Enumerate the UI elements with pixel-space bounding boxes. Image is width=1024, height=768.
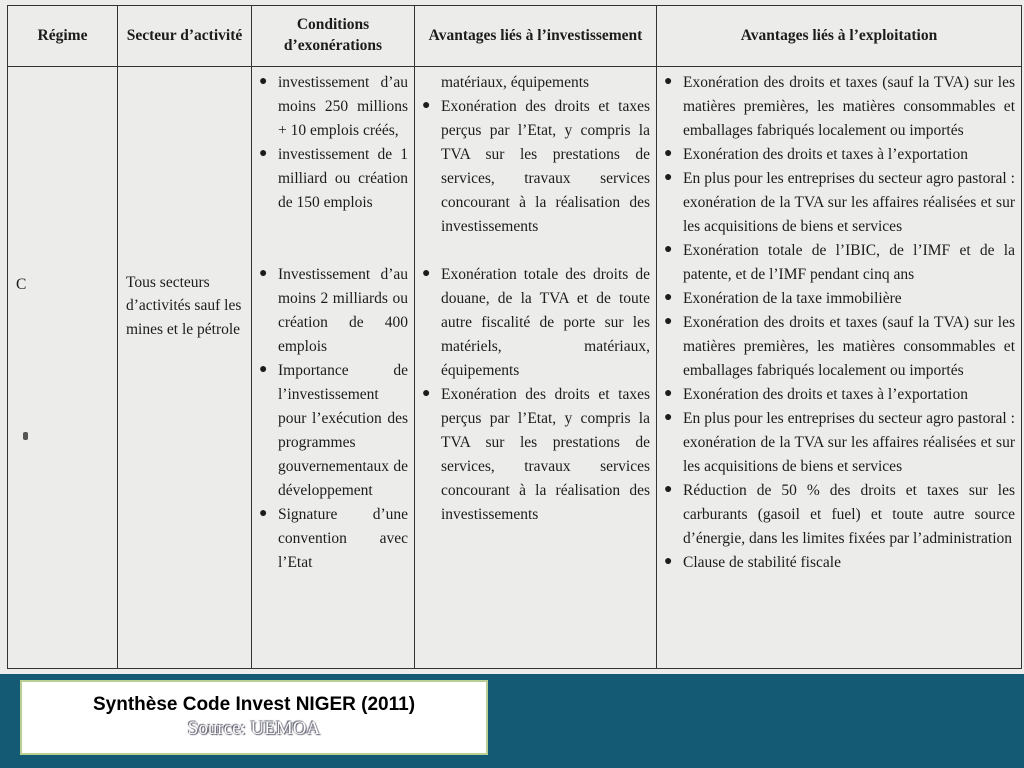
secteur-cell	[118, 67, 252, 669]
exploitation-cell	[657, 67, 1022, 669]
scan-speck	[23, 432, 28, 440]
header-conditions-line1: Conditions	[296, 16, 370, 34]
list-item: ● Réduction de 50 % des droits et taxes sur les carburants (gasoil et fuel) et toute autre source d’énergie, dans les limites fixées par l’administration	[664, 482, 1015, 548]
caption-source: Source: UEMOA	[187, 718, 321, 739]
list-item: ● En plus pour les entreprises du secteur agro pastoral : exonération de la TVA sur les affaires réalisées et sur les acquisitions de biens et services	[664, 410, 1015, 476]
investissement-cell	[415, 67, 657, 669]
list-item: ● Exonération des droits et taxes à l’exportation	[664, 386, 968, 404]
investissement-top-list	[415, 95, 656, 239]
list-item: ● En plus pour les entreprises du secteur agro pastoral : exonération de la TVA sur les affaires réalisées et sur les acquisitions de biens et services	[664, 170, 1015, 236]
list-item: ● Clause de stabilité fiscale	[664, 554, 841, 572]
list-item: ● investissement d’au moins 250 millions + 10 emplois créés,	[259, 74, 408, 140]
investissement-continuation: matériaux, équipements	[441, 74, 590, 91]
header-conditions	[252, 6, 415, 67]
header-secteur: Secteur d’activité	[118, 6, 252, 67]
investissement-bottom-list	[415, 263, 656, 527]
secteur-value: Tous secteurs d’activités sauf les mines et le pétrole	[126, 274, 242, 338]
list-item: ● Importance de l’investissement pour l’exécution des programmes gouvernementaux de développement	[259, 362, 408, 500]
regime-value: C	[16, 276, 27, 293]
table-row	[8, 67, 1022, 669]
list-item: ● Exonération des droits et taxes (sauf la TVA) sur les matières premières, les matières consommables et emballages fabriqués localement ou importés	[664, 74, 1015, 140]
list-item: ● Exonération des droits et taxes perçus par l’Etat, y compris la TVA sur les prestations de services, travaux services concourant à la réalisation des investissements	[422, 98, 650, 236]
caption-title: Synthèse Code Invest NIGER (2011)	[92, 694, 416, 715]
regime-cell	[8, 67, 118, 669]
table-header-row	[8, 6, 1022, 67]
list-item: ● Exonération de la taxe immobilière	[664, 290, 902, 308]
list-item: ● Exonération totale de l’IBIC, de l’IMF et de la patente, et de l’IMF pendant cinq ans	[664, 242, 1015, 284]
header-exploitation: Avantages liés à l’exploitation	[657, 6, 1022, 67]
header-conditions-line2: d’exonérations	[283, 37, 383, 54]
exploitation-list	[657, 71, 1021, 575]
list-item: ● Exonération totale des droits de douane, de la TVA et de toute autre fiscalité de porte sur les matériels, matériaux, équipements	[422, 266, 650, 380]
list-item: ● Exonération des droits et taxes (sauf la TVA) sur les matières premières, les matières consommables et emballages fabriqués localement ou importés	[664, 314, 1015, 380]
list-item: ● investissement de 1 milliard ou création de 150 emplois	[259, 146, 408, 212]
conditions-cell	[252, 67, 415, 669]
header-regime: Régime	[8, 6, 118, 67]
caption-box	[20, 680, 488, 755]
list-item: ● Investissement d’au moins 2 milliards ou création de 400 emplois	[259, 266, 408, 356]
list-item: ● Exonération des droits et taxes à l’exportation	[664, 146, 968, 164]
list-item: ● Exonération des droits et taxes perçus par l’Etat, y compris la TVA sur les prestations de services, travaux services concourant à la réalisation des investissements	[422, 386, 650, 524]
conditions-top-list	[252, 71, 414, 215]
conditions-bottom-list	[252, 263, 414, 575]
header-investissement: Avantages liés à l’investissement	[415, 6, 657, 67]
incentives-table	[7, 5, 1022, 669]
list-item: ● Signature d’une convention avec l’Etat	[259, 506, 408, 572]
